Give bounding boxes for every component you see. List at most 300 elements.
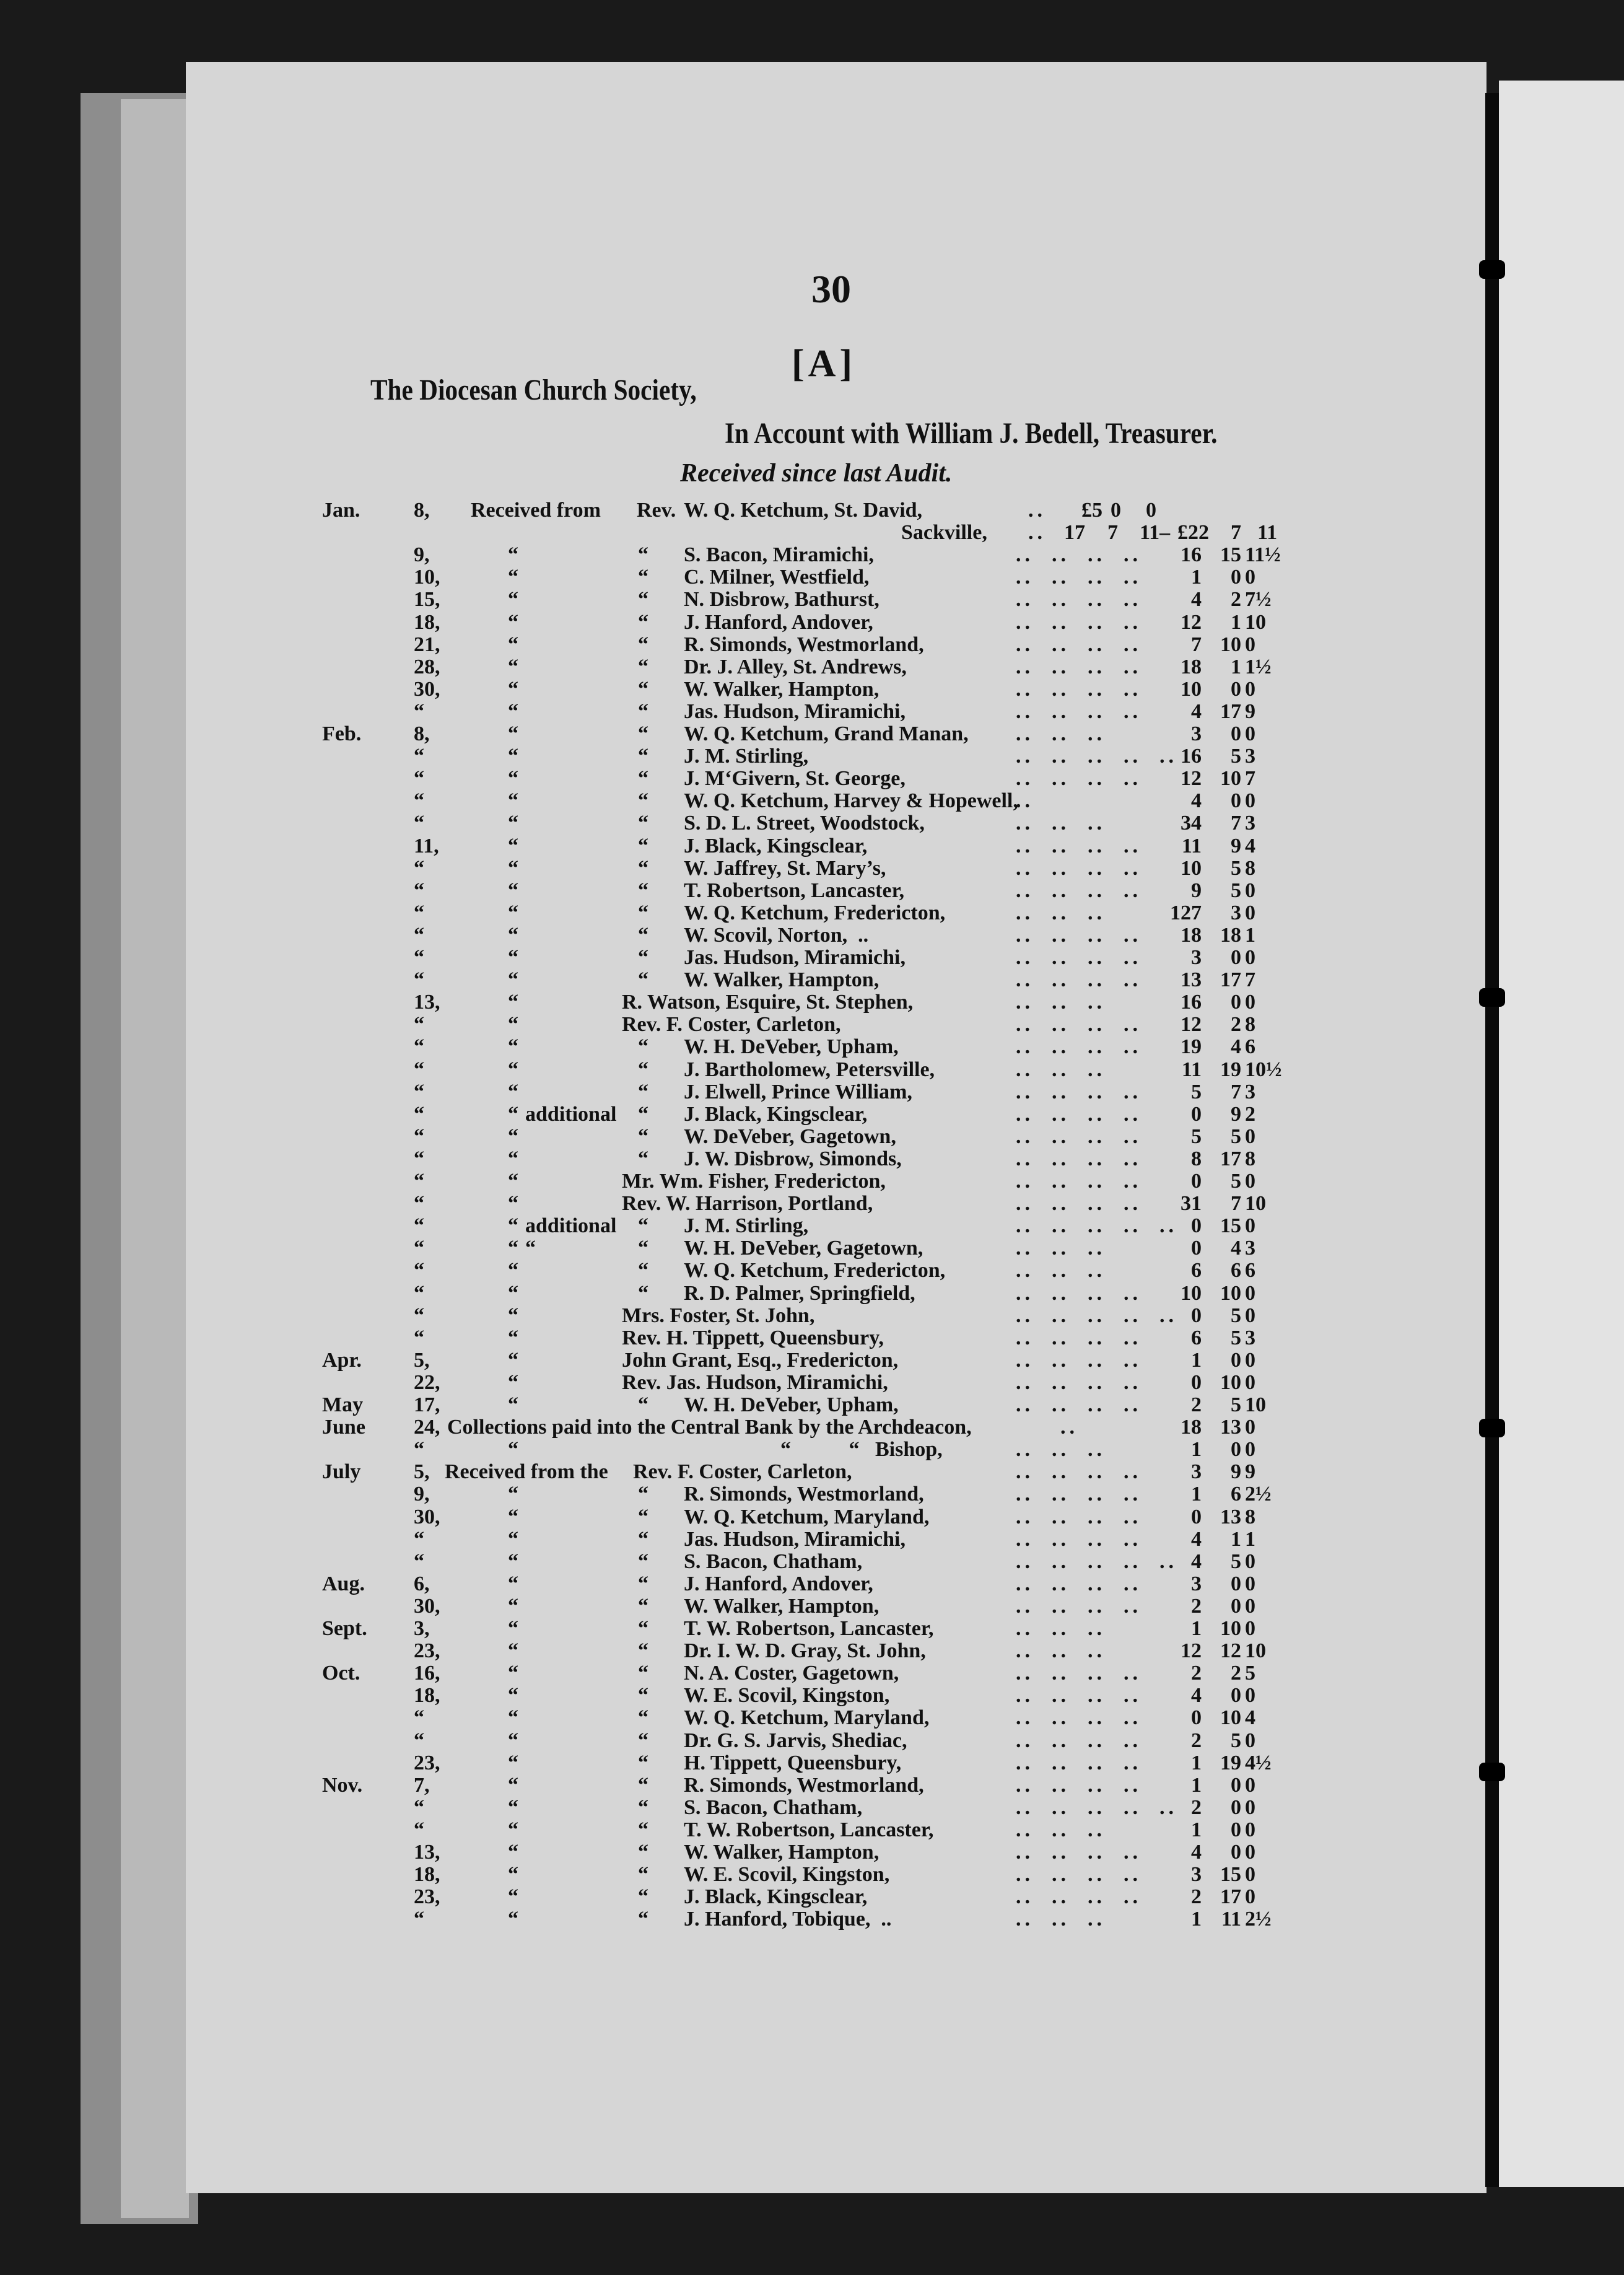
entry-pounds: 6 — [1191, 1259, 1202, 1282]
ledger-row — [0, 678, 1486, 700]
ledger-row — [0, 1214, 1486, 1237]
entry-ditto-mark: “ — [638, 923, 648, 947]
entry-month: Apr. — [322, 1348, 362, 1372]
entry-description: W. Walker, Hampton, — [684, 1594, 880, 1618]
entry-ditto-mark: “ — [508, 566, 518, 589]
entry-pence: 0 — [1245, 1773, 1255, 1797]
entry-pence: 7½ — [1245, 588, 1272, 611]
entry-pence: 0 — [1245, 946, 1255, 969]
entry-shillings: 5 — [1231, 1170, 1241, 1193]
entry-ditto-mark: “ — [508, 1639, 518, 1663]
entry-leader: .. .. .. .. — [1016, 543, 1142, 567]
entry-day: “ — [414, 1908, 424, 1931]
entry-pounds: 1 — [1191, 1483, 1202, 1506]
entry-day: 18, — [414, 1684, 440, 1707]
entry-shillings: 12 — [1220, 1639, 1241, 1663]
ledger-row — [0, 1908, 1486, 1930]
entry-pence: 0 — [1245, 1572, 1255, 1595]
ledger-row — [0, 700, 1486, 722]
entry-leader: .. .. .. .. — [1016, 1527, 1142, 1551]
entry-day: “ — [414, 1013, 424, 1037]
entry-description: S. Bacon, Chatham, — [684, 1550, 863, 1573]
entry-ditto-mark: “ — [638, 1617, 648, 1640]
entry-description: J. Hanford, Andover, — [684, 1572, 873, 1595]
entry-pounds: 10 — [1181, 677, 1202, 701]
entry-ditto-mark: “ — [508, 1102, 518, 1126]
entry-leader: .. .. .. .. — [1016, 1885, 1142, 1909]
entry-leader: .. — [1016, 789, 1034, 813]
entry-leader: .. .. .. .. — [1016, 566, 1142, 589]
entry-description: W. Q. Ketchum, Harvey & Hopewell, — [684, 789, 1018, 813]
entry-day: 16, — [414, 1662, 440, 1685]
entry-pounds: 4 — [1191, 1841, 1202, 1864]
ledger-row — [0, 1326, 1486, 1349]
entry-pence: 3 — [1245, 1080, 1255, 1103]
entry-shillings: 15 — [1220, 1863, 1241, 1887]
entry-pounds: £22 — [1177, 521, 1209, 545]
entry-month: Jan. — [322, 499, 360, 522]
entry-leader: .. .. .. .. — [1016, 1013, 1142, 1037]
entry-ditto-mark: “ — [638, 856, 648, 880]
entry-ditto-mark: “ — [508, 1370, 518, 1394]
entry-leader: .. .. .. .. — [1016, 1729, 1142, 1752]
entry-day: “ — [414, 1259, 424, 1282]
entry-day: “ — [414, 1214, 424, 1238]
entry-leader: .. — [1028, 499, 1046, 522]
entry-ditto-mark: “ — [638, 745, 648, 768]
entry-leader: .. .. .. — [1016, 1237, 1106, 1260]
entry-ditto-mark: “ — [508, 1058, 518, 1081]
entry-ditto-mark: “ — [508, 767, 518, 791]
entry-day: “ — [414, 1729, 424, 1752]
entry-pence: 0 — [1245, 1684, 1255, 1707]
entry-description: W. DeVeber, Gagetown, — [684, 1124, 896, 1148]
entry-description: Sackville, — [901, 521, 987, 545]
entry-description: R. Simonds, Westmorland, — [684, 1483, 924, 1506]
received-heading: Received since last Audit. — [680, 459, 953, 488]
entry-ditto-mark: “ — [508, 677, 518, 701]
entry-leader: .. .. .. .. — [1016, 1505, 1142, 1528]
entry-shillings: 1 — [1231, 610, 1241, 634]
entry-day: 23, — [414, 1885, 440, 1909]
entry-pence: 0 — [1245, 991, 1255, 1014]
entry-pence: 0 — [1245, 1885, 1255, 1909]
entry-description: J. Elwell, Prince William, — [684, 1080, 912, 1103]
entry-ditto-mark: “ — [638, 1751, 648, 1774]
entry-day: “ — [414, 1438, 424, 1462]
entry-shillings: 4 — [1231, 1237, 1241, 1260]
entry-ditto-mark: “ — [638, 1662, 648, 1685]
entry-pounds: 16 — [1181, 745, 1202, 768]
entry-pence: 0 — [1245, 1729, 1255, 1752]
entry-description: J. W. Disbrow, Simonds, — [684, 1147, 902, 1170]
entry-shillings: 19 — [1220, 1058, 1241, 1081]
entry-ditto-mark: “ — [508, 1170, 518, 1193]
entry-shillings: 5 — [1231, 1304, 1241, 1327]
entry-pounds: 3 — [1191, 1460, 1202, 1484]
entry-leader: .. .. .. .. — [1016, 767, 1142, 791]
entry-shillings: 10 — [1220, 767, 1241, 791]
entry-ditto-mark: “ — [508, 1080, 518, 1103]
entry-ditto-mark: “ — [638, 1594, 648, 1618]
entry-ditto-mark: “ — [508, 588, 518, 611]
entry-leader: .. .. .. .. — [1016, 1102, 1142, 1126]
entry-shillings: 17 — [1220, 1885, 1241, 1909]
entry-description: N. Disbrow, Bathurst, — [684, 588, 880, 611]
ledger-row — [0, 1751, 1486, 1774]
entry-leader: .. .. .. .. .. — [1016, 745, 1177, 768]
entry-leader: .. .. .. .. .. — [1016, 1214, 1177, 1238]
entry-ditto-mark: “ — [638, 1259, 648, 1282]
entry-leader: .. .. .. .. — [1016, 699, 1142, 723]
ledger-row — [0, 655, 1486, 678]
entry-pence: 0 — [1146, 499, 1156, 522]
ledger-row — [0, 812, 1486, 834]
entry-pounds: 10 — [1181, 856, 1202, 880]
gutter-rod — [1485, 93, 1499, 2187]
entry-ditto-mark: “ — [508, 699, 518, 723]
entry-ditto-mark: “ — [638, 1550, 648, 1573]
entry-shillings: 10 — [1220, 1706, 1241, 1730]
ledger-row — [0, 1147, 1486, 1170]
entry-pounds: 12 — [1181, 1639, 1202, 1663]
entry-ditto-mark: “ — [638, 1706, 648, 1730]
ledger-row — [0, 1595, 1486, 1617]
entry-ditto-mark: “ — [638, 834, 648, 857]
entry-ditto-mark: “ — [638, 1818, 648, 1841]
entry-ditto-mark: “ — [508, 1795, 518, 1819]
entry-shillings: 5 — [1231, 1550, 1241, 1573]
entry-pounds: 4 — [1191, 699, 1202, 723]
ledger-row — [0, 1013, 1486, 1035]
ledger-row — [0, 1058, 1486, 1081]
entry-shillings: 2 — [1231, 1662, 1241, 1685]
ledger-row — [0, 1706, 1486, 1729]
ledger-row — [0, 835, 1486, 857]
entry-day: “ — [414, 812, 424, 835]
ledger-row — [0, 633, 1486, 655]
entry-ditto-mark: “ — [638, 1281, 648, 1305]
entry-ditto-mark: “ — [638, 1908, 648, 1931]
entry-day: 8, — [414, 499, 430, 522]
entry-pence: 3 — [1245, 1326, 1255, 1349]
entry-shillings: 0 — [1231, 1438, 1241, 1462]
entry-description: R. Simonds, Westmorland, — [684, 1773, 924, 1797]
entry-description: T. Robertson, Lancaster, — [684, 879, 905, 902]
entry-leader: .. .. .. .. — [1016, 677, 1142, 701]
entry-day: 10, — [414, 566, 440, 589]
entry-ditto-mark: “ — [508, 1841, 518, 1864]
entry-pence: 0 — [1245, 677, 1255, 701]
entry-leader: .. .. .. — [1016, 812, 1106, 835]
entry-pounds: 18 — [1181, 923, 1202, 947]
entry-day: “ — [414, 1550, 424, 1573]
entry-ditto-mark: “ — [508, 991, 518, 1014]
entry-description: T. W. Robertson, Lancaster, — [684, 1818, 934, 1841]
entry-ditto-mark: “ — [638, 1035, 648, 1059]
entry-pence: 2½ — [1245, 1483, 1272, 1506]
ledger-row — [0, 879, 1486, 901]
entry-day: 28, — [414, 655, 440, 678]
entry-day: “ — [414, 1706, 424, 1730]
entry-ditto-mark: “ — [638, 1237, 648, 1260]
entry-pence: 8 — [1245, 856, 1255, 880]
account-title: In Account with William J. Bedell, Treasurer. — [725, 417, 1218, 450]
ledger-row — [0, 1393, 1486, 1416]
entry-description: W. Q. Ketchum, Grand Manan, — [684, 722, 969, 745]
ledger-row — [0, 1192, 1486, 1214]
entry-pounds: 127 — [1170, 901, 1202, 924]
entry-shillings: 0 — [1231, 1841, 1241, 1864]
entry-leader: .. .. .. — [1016, 1058, 1106, 1081]
entry-ditto-mark: “ — [508, 1863, 518, 1887]
entry-day: “ — [414, 901, 424, 924]
entry-ditto-mark: “ — [508, 1124, 518, 1148]
entry-leader: .. .. .. .. — [1016, 1348, 1142, 1372]
entry-day: “ — [414, 1326, 424, 1349]
entry-shillings: 2 — [1231, 1013, 1241, 1037]
entry-pence: 0 — [1245, 1863, 1255, 1887]
entry-description: J. Black, Kingsclear, — [684, 834, 868, 857]
entry-note: additional — [525, 1214, 617, 1238]
entry-leader: .. .. .. .. — [1016, 1662, 1142, 1685]
entry-pence: 10 — [1245, 1192, 1266, 1216]
entry-shillings: 0 — [1231, 1684, 1241, 1707]
entry-ditto-mark: “ — [508, 1192, 518, 1216]
entry-pence: 0 — [1245, 1416, 1255, 1439]
entry-ditto-mark: “ — [508, 1684, 518, 1707]
entry-description: W. Scovil, Norton, .. — [684, 923, 869, 947]
entry-description: Dr. I. W. D. Gray, St. John, — [684, 1639, 926, 1663]
entry-leader: .. .. .. .. — [1016, 1684, 1142, 1707]
ledger-row — [0, 566, 1486, 588]
entry-ditto-mark: “ — [508, 1259, 518, 1282]
entry-ditto-mark: “ — [638, 566, 648, 589]
entry-day: “ — [414, 923, 424, 947]
entry-day: 23, — [414, 1751, 440, 1774]
entry-ditto-mark: “ — [508, 1304, 518, 1327]
entry-pounds: 4 — [1191, 1550, 1202, 1573]
entry-ditto-mark: “ — [508, 1885, 518, 1909]
entry-shillings: 0 — [1231, 1773, 1241, 1797]
entry-day: “ — [414, 745, 424, 768]
entry-pence: 0 — [1245, 1281, 1255, 1305]
entry-ditto-mark: “ — [638, 879, 648, 902]
entry-shillings: 9 — [1231, 1460, 1241, 1484]
entry-leader: .. .. .. — [1016, 1639, 1106, 1663]
entry-pence: 1 — [1245, 1527, 1255, 1551]
entry-leader: .. .. .. .. — [1016, 834, 1142, 857]
entry-leader: .. .. .. .. — [1016, 1326, 1142, 1349]
entry-pounds: 1 — [1191, 1438, 1202, 1462]
entry-pence: 0 — [1245, 1170, 1255, 1193]
entry-pence: 0 — [1245, 1818, 1255, 1841]
entry-day: “ — [414, 1527, 424, 1551]
ledger-row — [0, 1684, 1486, 1706]
entry-ditto-mark: “ — [508, 610, 518, 634]
entry-description: W. Walker, Hampton, — [684, 968, 880, 992]
entry-leader: .. .. .. .. — [1016, 968, 1142, 992]
entry-pounds: 11 — [1181, 834, 1202, 857]
entry-ditto-mark: “ — [638, 610, 648, 634]
entry-pounds: 1 — [1191, 1751, 1202, 1774]
entry-ditto-mark: “ — [508, 968, 518, 992]
entry-pounds: 6 — [1191, 1326, 1202, 1349]
entry-description: Jas. Hudson, Miramichi, — [684, 1527, 906, 1551]
ledger-row — [0, 1662, 1486, 1684]
society-title: The Diocesan Church Society, — [370, 374, 697, 406]
entry-day: “ — [414, 1147, 424, 1170]
entry-ditto-mark: “ — [508, 834, 518, 857]
entry-description: W. Walker, Hampton, — [684, 677, 880, 701]
entry-ditto-mark: “ — [508, 1147, 518, 1170]
entry-pence: 7 — [1245, 968, 1255, 992]
entry-description: W. Q. Ketchum, Fredericton, — [684, 1259, 946, 1282]
entry-pence: 10 — [1245, 610, 1266, 634]
entry-shillings: 1 — [1231, 655, 1241, 678]
entry-leader: .. — [1060, 1416, 1078, 1439]
entry-ditto-mark: “ — [638, 1505, 648, 1528]
entry-shillings: 0 — [1231, 566, 1241, 589]
entry-shillings: 13 — [1220, 1505, 1241, 1528]
entry-ditto-mark: “ — [508, 1505, 518, 1528]
entry-shillings: 0 — [1231, 946, 1241, 969]
entry-day: 22, — [414, 1370, 440, 1394]
entry-ditto-mark: “ — [638, 1729, 648, 1752]
entry-leader: .. .. .. — [1016, 901, 1106, 924]
entry-leader: .. .. .. .. .. — [1016, 1304, 1177, 1327]
entry-shillings: 9 — [1231, 1102, 1241, 1126]
entry-day: 7, — [414, 1773, 430, 1797]
entry-description: S. D. L. Street, Woodstock, — [684, 812, 925, 835]
entry-ditto-mark: “ — [638, 633, 648, 656]
entry-prior-value: 11– — [1140, 521, 1171, 545]
entry-ditto-mark: “ — [638, 1527, 648, 1551]
entry-leader: .. .. .. .. — [1016, 1460, 1142, 1484]
entry-leader: .. .. .. .. — [1016, 1192, 1142, 1216]
entry-shillings: 2 — [1231, 588, 1241, 611]
entry-day: “ — [414, 1281, 424, 1305]
entry-day: 21, — [414, 633, 440, 656]
entry-leader: .. .. .. — [1016, 1259, 1106, 1282]
entry-note: additional — [525, 1102, 617, 1126]
entry-description: R. Simonds, Westmorland, — [684, 633, 924, 656]
entry-description: S. Bacon, Miramichi, — [684, 543, 874, 567]
entry-pence: 2½ — [1245, 1908, 1272, 1931]
entry-shillings: 17 — [1220, 699, 1241, 723]
entry-ditto-mark: “ — [508, 1214, 518, 1238]
entry-shillings: 9 — [1231, 834, 1241, 857]
entry-pence: 0 — [1245, 1594, 1255, 1618]
entry-pence: 10 — [1245, 1393, 1266, 1416]
entry-description: W. Q. Ketchum, Maryland, — [684, 1706, 930, 1730]
entry-description: R. Watson, Esquire, St. Stephen, — [622, 991, 914, 1014]
entry-description: J. Black, Kingsclear, — [684, 1885, 868, 1909]
entry-day: “ — [414, 1102, 424, 1126]
entry-pounds: 0 — [1191, 1170, 1202, 1193]
entry-leader: .. .. .. .. — [1016, 946, 1142, 969]
entry-pence: 0 — [1245, 1795, 1255, 1819]
ledger-row — [0, 857, 1486, 879]
entry-description: W. E. Scovil, Kingston, — [684, 1684, 890, 1707]
entry-pounds: 1 — [1191, 1818, 1202, 1841]
entry-shillings: 0 — [1231, 1795, 1241, 1819]
entry-pence: 1 — [1245, 923, 1255, 947]
entry-pence: 4½ — [1245, 1751, 1272, 1774]
entry-ditto-mark: “ — [508, 1594, 518, 1618]
entry-pence: 7 — [1245, 767, 1255, 791]
entry-day: “ — [414, 1058, 424, 1081]
entry-day: “ — [414, 1818, 424, 1841]
entry-pounds: £5 — [1081, 499, 1102, 522]
entry-ditto-mark: “ — [508, 1438, 518, 1462]
entry-shillings: 0 — [1231, 1572, 1241, 1595]
ledger-row — [0, 1170, 1486, 1192]
ledger-row — [0, 1639, 1486, 1662]
entry-leader: .. .. .. .. — [1016, 633, 1142, 656]
entry-pence: 10 — [1245, 1639, 1266, 1663]
entry-prior-value: 17 — [1064, 521, 1085, 545]
entry-shillings: 7 — [1231, 521, 1241, 545]
entry-ditto-mark: “ — [508, 1035, 518, 1059]
entry-day: “ — [414, 767, 424, 791]
entry-ditto-mark: “ — [508, 1751, 518, 1774]
entry-pounds: 10 — [1181, 1281, 1202, 1305]
entry-shillings: 5 — [1231, 1124, 1241, 1148]
entry-shillings: 19 — [1220, 1751, 1241, 1774]
entry-pounds: 12 — [1181, 767, 1202, 791]
entry-day: 13, — [414, 991, 440, 1014]
entry-shillings: 7 — [1231, 1080, 1241, 1103]
entry-description: Collections paid into the Central Bank by the Archdeacon, — [447, 1416, 972, 1439]
entry-ditto-mark: “ — [638, 1393, 648, 1416]
ledger-row — [0, 1371, 1486, 1393]
entry-shillings: 5 — [1231, 879, 1241, 902]
entry-month: Sept. — [322, 1617, 367, 1640]
ledger-row — [0, 543, 1486, 566]
entry-shillings: 0 — [1231, 991, 1241, 1014]
entry-pounds: 18 — [1181, 1416, 1202, 1439]
entry-pounds: 18 — [1181, 655, 1202, 678]
entry-ditto-mark: “ — [508, 1348, 518, 1372]
ledger-row — [0, 1416, 1486, 1438]
entry-ditto-mark: “ — [638, 789, 648, 813]
entry-ditto-mark: “ — [508, 543, 518, 567]
entry-ditto-mark: “ — [638, 946, 648, 969]
entry-description: T. W. Robertson, Lancaster, — [684, 1617, 934, 1640]
entry-pounds: 3 — [1191, 722, 1202, 745]
entry-ditto-mark: “ — [508, 812, 518, 835]
ledger-row — [0, 611, 1486, 633]
entry-leader: .. .. .. .. — [1016, 1594, 1142, 1618]
ledger-row — [0, 1774, 1486, 1796]
entry-description: W. Q. Ketchum, Fredericton, — [684, 901, 946, 924]
entry-shillings: 0 — [1231, 722, 1241, 745]
entry-pounds: 2 — [1191, 1393, 1202, 1416]
entry-ditto-mark: “ — [508, 1617, 518, 1640]
entry-pence: 0 — [1245, 1841, 1255, 1864]
ledger-row — [0, 1885, 1486, 1908]
entry-pounds: 31 — [1181, 1192, 1202, 1216]
entry-pence: 0 — [1245, 633, 1255, 656]
entry-pounds: 0 — [1191, 1214, 1202, 1238]
entry-pounds: 1 — [1191, 1617, 1202, 1640]
entry-title: Rev. — [637, 499, 676, 522]
entry-ditto-mark: “ — [638, 1483, 648, 1506]
entry-ditto-mark: “ — [638, 1841, 648, 1864]
entry-pence: 0 — [1245, 1214, 1255, 1238]
entry-leader: .. .. .. — [1016, 1617, 1106, 1640]
